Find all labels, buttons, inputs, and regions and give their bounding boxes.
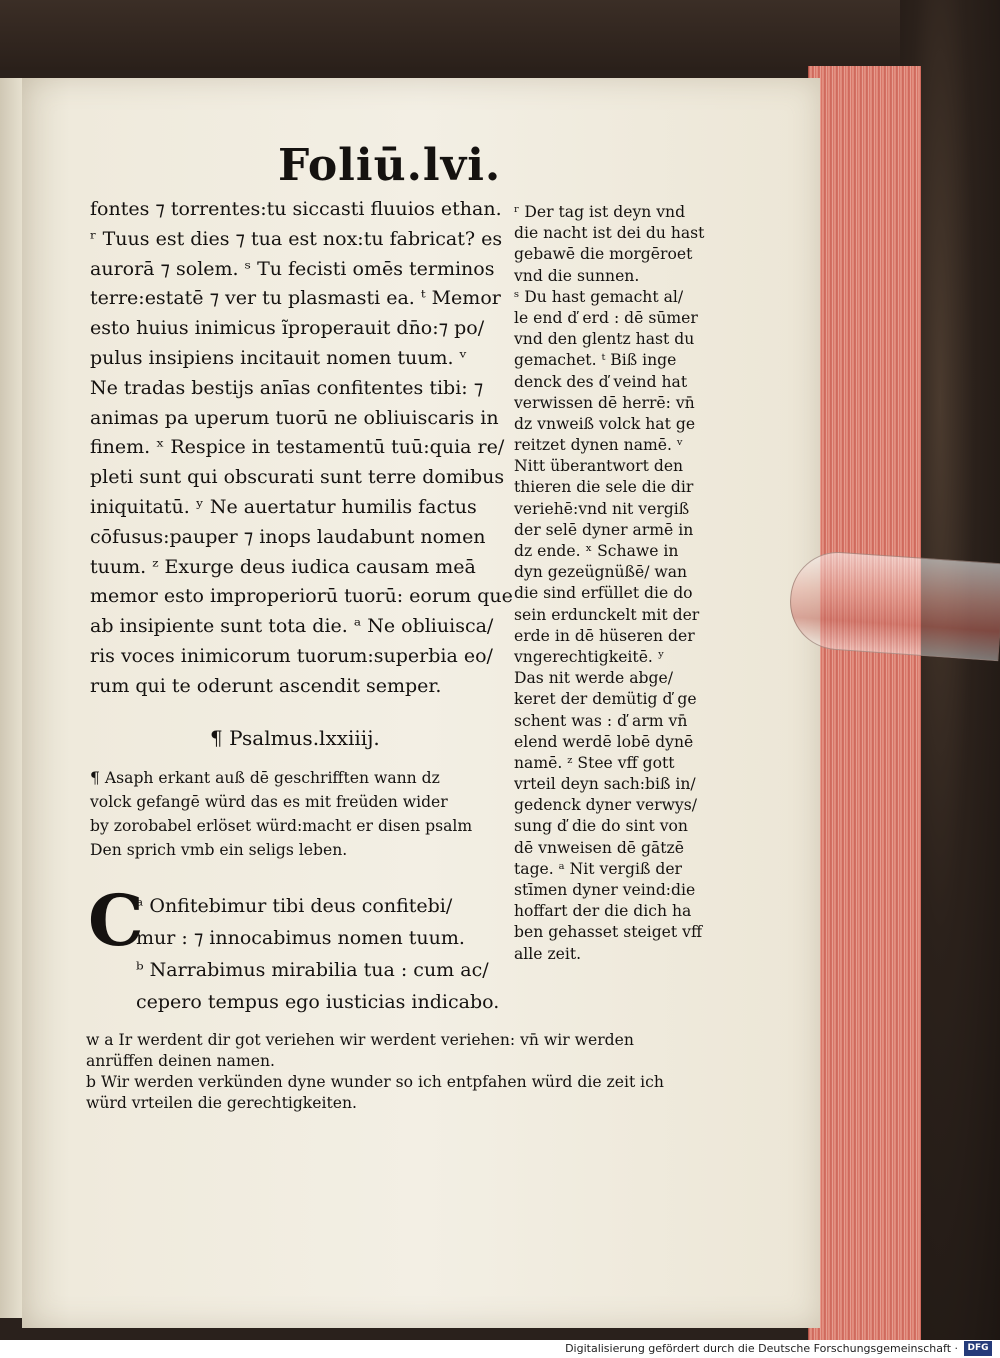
text-line: Nitt überantwort den [514,457,684,476]
dfg-logo-icon: DFG [964,1341,992,1356]
text-line: Den sprich vmb ein seligs leben. [90,841,348,859]
text-line: tage. ᵃ Nit vergiß der [514,859,683,878]
text-line: vngerechtigkeitē. ʸ [514,647,665,666]
text-line: elend werdē lobē dynē [514,732,694,751]
text-line: schent was : ď arm vn̄ [514,711,688,730]
text-line: alle zeit. [514,944,582,963]
text-line: le end ď erd : dē sūmer [514,308,698,327]
text-line: rum qui te oderunt ascendit semper. [90,674,442,697]
text-line: ab insipiente sunt tota die. ᵃ Ne obliuisca/ [90,615,494,638]
folio-heading: Foliū.lvi. [278,140,502,191]
left-page-edge [0,78,23,1318]
text-line: erde in dē hüseren der [514,626,695,645]
psalm-verse [136,890,499,1018]
text-line: ᵇ Narrabimus mirabilia tua : cum ac/ [136,959,489,981]
text-line: dz vnweiß volck hat ge [514,414,696,433]
page-edges [808,66,921,1356]
text-line: ¶ Asaph erkant auß dē geschrifften wann dz [90,769,440,787]
psalm-title: ¶ Psalmus.lxxiiij. [210,726,380,750]
text-line: gedenck dyner verwys/ [514,796,697,815]
text-line: mur : ⁊ innocabimus nomen tuum. [136,927,465,949]
text-line: keret der demütig ď ge [514,690,697,709]
text-line: veriehē:vnd nit vergiß [514,499,690,518]
text-line: aurorā ⁊ solem. ˢ Tu fecisti omēs terminos [90,257,495,280]
text-line: dyn gezeügnüßē/ wan [514,563,688,582]
text-line: ʳ Der tag ist deyn vnd [514,203,686,221]
text-line: anrüffen deinen namen. [86,1052,275,1070]
glass-page-weight [787,549,1000,662]
text-line: gemachet. ᵗ Biß inge [514,351,677,370]
text-line: animas pa uperum tuorū ne obliuiscaris in [90,406,499,429]
drop-cap-initial: C [88,879,144,962]
text-line: verwissen dē herrē: vn̄ [514,393,695,412]
text-line: volck gefangē würd das es mit freüden wider [90,793,448,811]
text-line: finem. ˣ Respice in testamentū tuū:quia re/ [90,436,505,459]
text-line: ris voces inimicorum tuorum:superbia eo/ [90,644,493,667]
text-line: ᵃ Onfitebimur tibi deus confitebi/ [136,895,453,917]
text-line: stīmen dyner veind:die [514,881,696,899]
text-line: die sind erfüllet die do [514,584,693,603]
text-line: vrteil deyn sach:biß in/ [514,775,696,794]
text-line: Das nit werde abge/ [514,669,673,688]
text-line: sung ď die do sint von [514,817,688,836]
text-line: pulus insipiens incitauit nomen tuum. ᵛ [90,346,467,369]
text-line: sein erdunckelt mit der [514,605,700,624]
text-line: namē. ᶻ Stee vff gott [514,753,675,772]
book-cover-top [0,0,1000,70]
text-line: iniquitatū. ʸ Ne auertatur humilis factus [90,495,477,518]
text-line: die nacht ist dei du hast [514,224,705,243]
text-line: hoffart der die dich ha [514,902,692,921]
text-line: ben gehasset steiget vff [514,923,703,942]
text-line: cōfusus:pauper ⁊ inops laudabunt nomen [90,525,486,548]
text-line: dz ende. ˣ Schawe in [514,542,679,560]
psalm-summary [90,766,472,862]
latin-column [90,195,513,702]
text-line: cepero tempus ego iusticias indicabo. [136,991,500,1013]
text-line: der selē dyner armē in [514,520,694,539]
german-column [514,202,704,965]
text-line: ʳ Tuus est dies ⁊ tua est nox:tu fabricat? es [90,227,503,250]
text-line: vnd den glentz hast du [514,330,695,349]
text-line: thieren die sele die dir [514,478,694,497]
funding-credit: Digitalisierung gefördert durch die Deutsche Forschungsgemeinschaft · [565,1342,958,1355]
text-line: terre:estatē ⁊ ver tu plasmasti ea. ᵗ Memor [90,287,501,310]
text-line: w a Ir werdent dir got veriehen wir werdent veriehen: vn̄ wir werden [86,1031,634,1049]
text-line: Ne tradas bestijs anīas confitentes tibi: ⁊ [90,376,484,399]
text-line: gebawē die morgēroet [514,245,693,264]
text-line: dē vnweisen dē gātzē [514,838,684,857]
text-line: vnd die sunnen. [514,266,640,285]
text-line: denck des ď veind hat [514,372,688,391]
text-line: reitzet dynen namē. ᵛ [514,436,683,455]
german-gloss [86,1030,664,1114]
text-line: by zorobabel erlöset würd:macht er disen psalm [90,817,473,835]
text-line: memor esto improperiorū tuorū: eorum que [90,585,513,608]
text-line: fontes ⁊ torrentes:tu siccasti fluuios ethan. [90,198,502,220]
text-line: pleti sunt qui obscurati sunt terre domibus [90,466,505,489]
text-line: tuum. ᶻ Exurge deus iudica causam meā [90,555,476,578]
text-line: ˢ Du hast gemacht al/ [514,287,684,306]
text-line: b Wir werden verkünden dyne wunder so ich entpfahen würd die zeit ich [86,1073,664,1091]
text-line: esto huius inimicus ĩproperauit dn̄o:⁊ po/ [90,317,485,340]
text-line: würd vrteilen die gerechtigkeiten. [86,1094,357,1112]
